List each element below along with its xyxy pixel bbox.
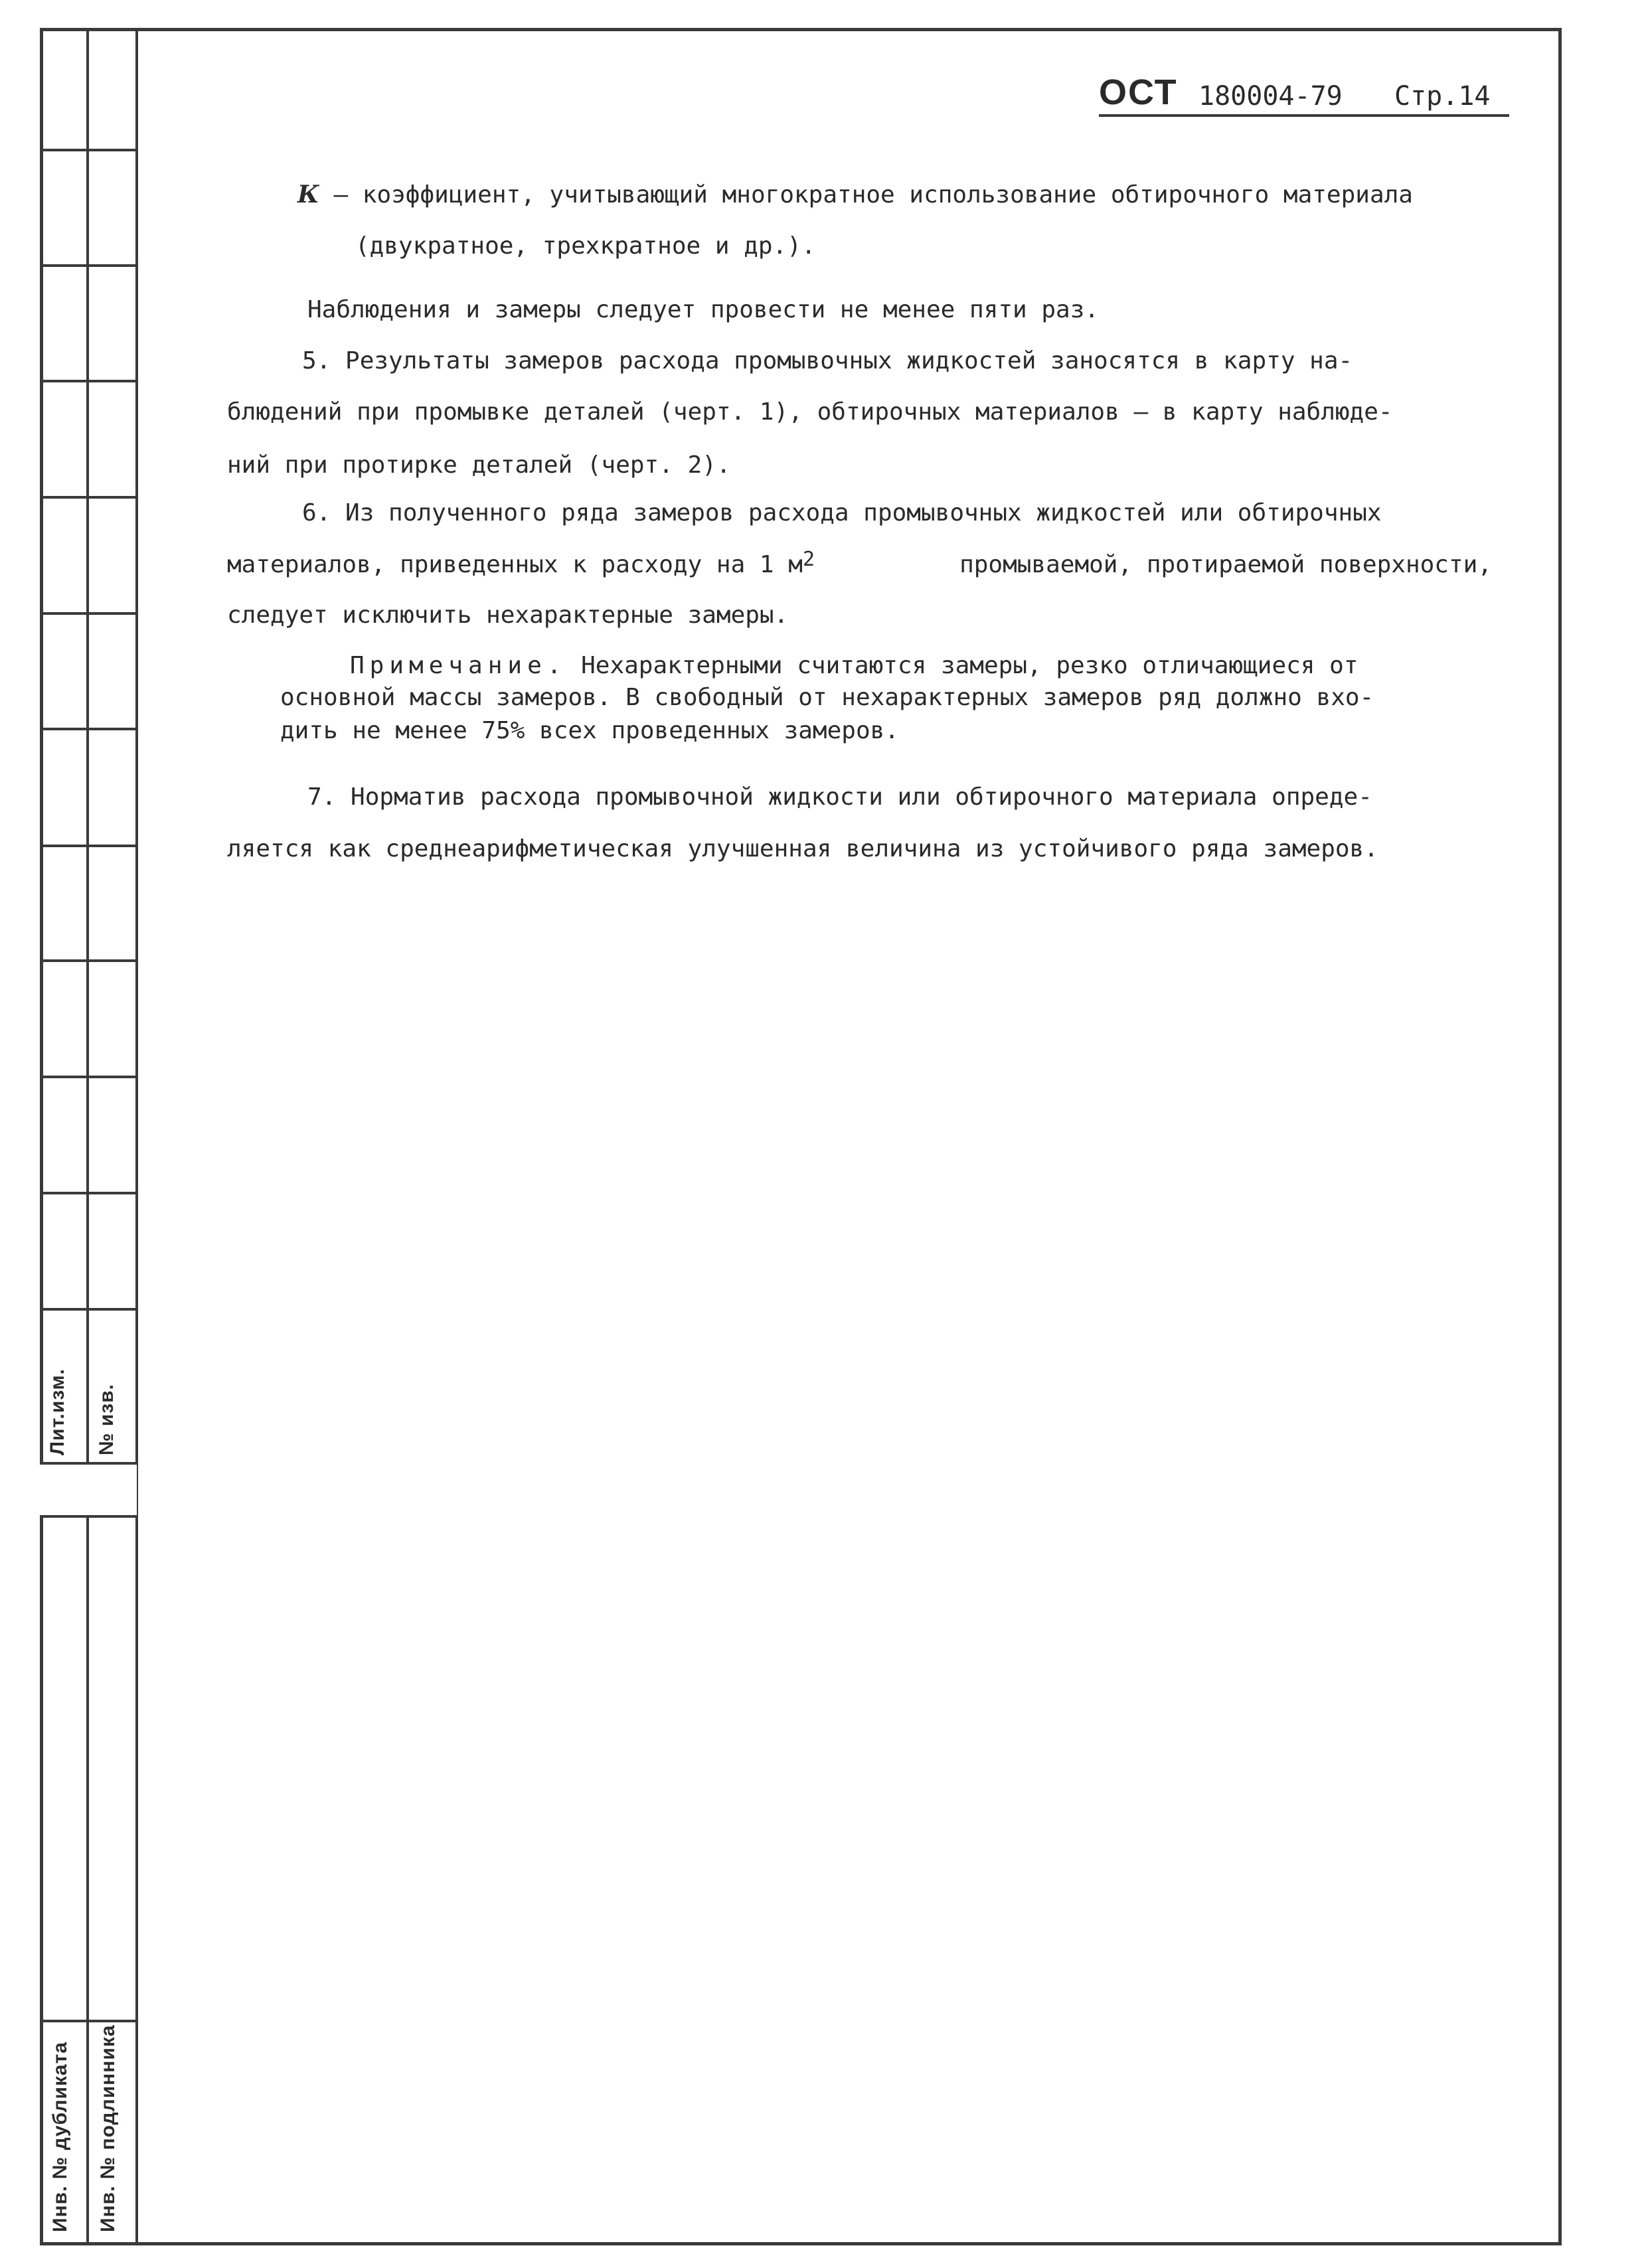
k-definition-line2: (двукратное, трехкратное и др.). <box>355 232 816 260</box>
p6-line3: следует исключить нехарактерные замеры. <box>227 602 789 629</box>
strip-row-line <box>40 264 138 267</box>
strip-column-divider-upper <box>86 28 89 1462</box>
p6-line2: материалов, приведенных к расходу на 1 $м^2$ промываемой, протираемой поверхности, <box>227 548 1492 578</box>
k-definition-line1: К – коэффициент, учитывающий многократное использование обтирочного материала <box>297 181 1413 208</box>
p7-line2: ляется как среднеарифметическая улучшенная величина из устойчивого ряда замеров. <box>227 835 1378 862</box>
p6-line1: 6. Из полученного ряда замеров расхода промывочных жидкостей или обтирочных <box>302 499 1382 526</box>
strip-right-border <box>135 28 138 2245</box>
strip-row-line <box>40 1308 138 1311</box>
inv-podlinnika-label: Инв. № подлинника <box>97 2024 119 2232</box>
square-superscript: 2 <box>802 548 815 571</box>
strip-row-line <box>40 1192 138 1194</box>
strip-gap <box>37 1465 137 1515</box>
document-header <box>1099 72 1511 125</box>
strip-row-line <box>40 1076 138 1078</box>
standard-number: 180004-79 <box>1198 81 1343 112</box>
observations-paragraph: Наблюдения и замеры следует провести не менее пяти раз. <box>307 296 1100 323</box>
revision-strip <box>40 28 138 2245</box>
strip-row-line <box>40 380 138 382</box>
strip-row-line <box>40 2020 138 2022</box>
no-izv-label: № изв. <box>96 1384 118 1455</box>
lit-izm-label: Лит.изм. <box>46 1368 68 1455</box>
header-underline <box>1099 114 1509 117</box>
note-line3: дить не менее 75% всех проведенных замеров. <box>280 717 899 744</box>
page-number: Стр.14 <box>1394 81 1491 112</box>
strip-column-divider-lower <box>86 1515 89 2245</box>
strip-row-line <box>40 612 138 615</box>
p5-line2: блюдений при промывке деталей (черт. 1), обтирочных материалов – в карту наблюде- <box>227 398 1393 426</box>
ost-mark: ОСТ <box>1099 72 1178 112</box>
strip-row-line <box>40 1515 138 1518</box>
p5-line1: 5. Результаты замеров расхода промывочных жидкостей заносятся в карту на- <box>302 347 1353 374</box>
p5-line3: ний при протирке деталей (черт. 2). <box>227 451 731 479</box>
note-line1: Примечание. Нехарактерными считаются замеры, резко отличающиеся от <box>350 652 1358 679</box>
strip-row-line <box>40 959 138 962</box>
k-symbol: К <box>297 181 319 208</box>
strip-row-line <box>40 728 138 730</box>
p7-line1: 7. Норматив расхода промывочной жидкости или обтирочного материала опреде- <box>307 783 1372 811</box>
strip-row-line <box>40 149 138 151</box>
strip-row-line <box>40 845 138 847</box>
inv-dublikata-label: Инв. № дубликата <box>49 2041 71 2232</box>
note-line2: основной массы замеров. В свободный от нехарактерных замеров ряд должно вхо- <box>280 684 1374 711</box>
strip-row-line <box>40 496 138 499</box>
note-title: Примечание. <box>350 652 567 679</box>
